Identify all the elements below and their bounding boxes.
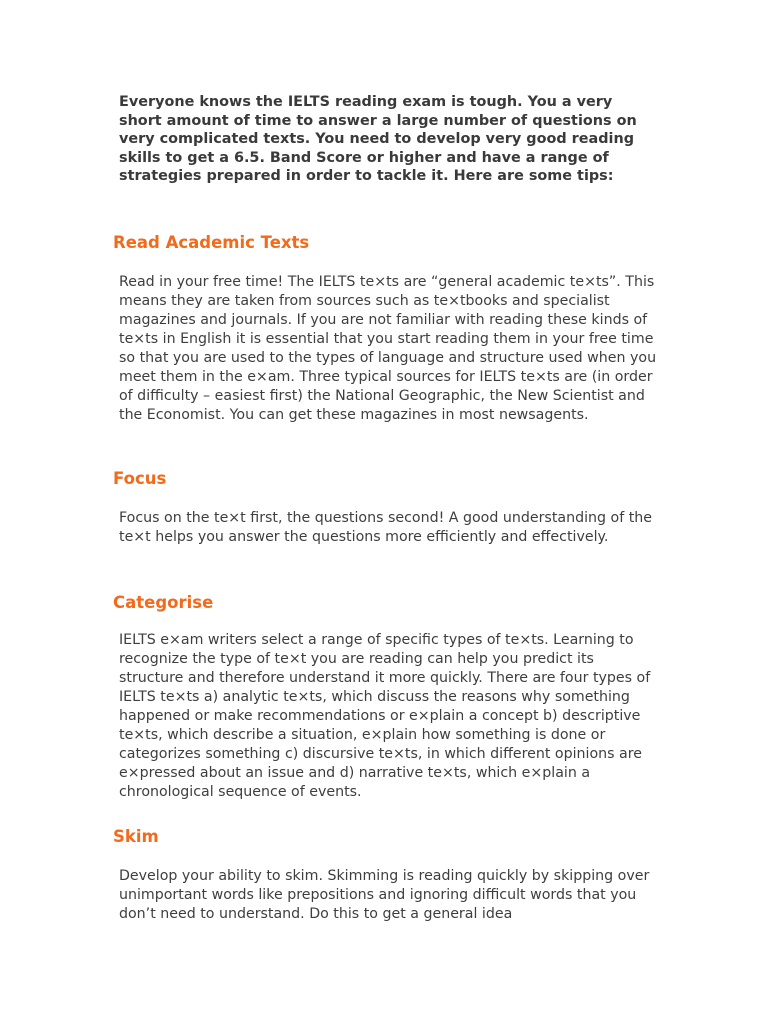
section-body-focus: Focus on the te×t first, the questions second! A good understanding of the te×t helps you answer the questions more efficiently and effectively. <box>119 510 652 545</box>
section-body-categorise: IELTS e×am writers select a range of specific types of te×ts. Learning to recognize the type of te×t you are reading can help you predict its structure and therefore understand it more quickly. There are four types of IELTS te×ts a) analytic te×ts, which discuss the reasons why something happened or make recommendations or e×plain a concept b) descriptive te×ts, which describe a situation, e×plain how something is done or categorizes something c) discursive te×ts, in which different opinions are e×pressed about an issue and d) narrative te×ts, which e×plain a chronological sequence of events. <box>119 632 651 800</box>
section-heading-focus: Focus <box>113 469 167 488</box>
section-heading-read-academic-texts: Read Academic Texts <box>113 233 310 252</box>
intro-paragraph: Everyone knows the IELTS reading exam is tough. You a very short amount of time to answer a large number of questions on very complicated texts. You need to develop very good reading skills to get a 6.5. Band Score or higher and have a range of strategies prepared in order to tackle it. Here are some tips: <box>119 94 637 185</box>
section-body-skim: Develop your ability to skim. Skimming is reading quickly by skipping over unimportant words like prepositions and ignoring difficult words that you don’t need to understand. Do this to get a general idea <box>119 868 650 922</box>
section-heading-skim: Skim <box>113 827 159 846</box>
section-body-read-academic-texts: Read in your free time! The IELTS te×ts are “general academic te×ts”. This means they are taken from sources such as te×tbooks and specialist magazines and journals. If you are not familiar with reading these kinds of te×ts in English it is essential that you start reading them in your free time so that you are used to the types of language and structure used when you meet them in the e×am. Three typical sources for IELTS te×ts are (in order of difficulty – easiest first) the National Geographic, the New Scientist and the Economist. You can get these magazines in most newsagents. <box>119 274 657 423</box>
section-heading-categorise: Categorise <box>113 593 214 612</box>
